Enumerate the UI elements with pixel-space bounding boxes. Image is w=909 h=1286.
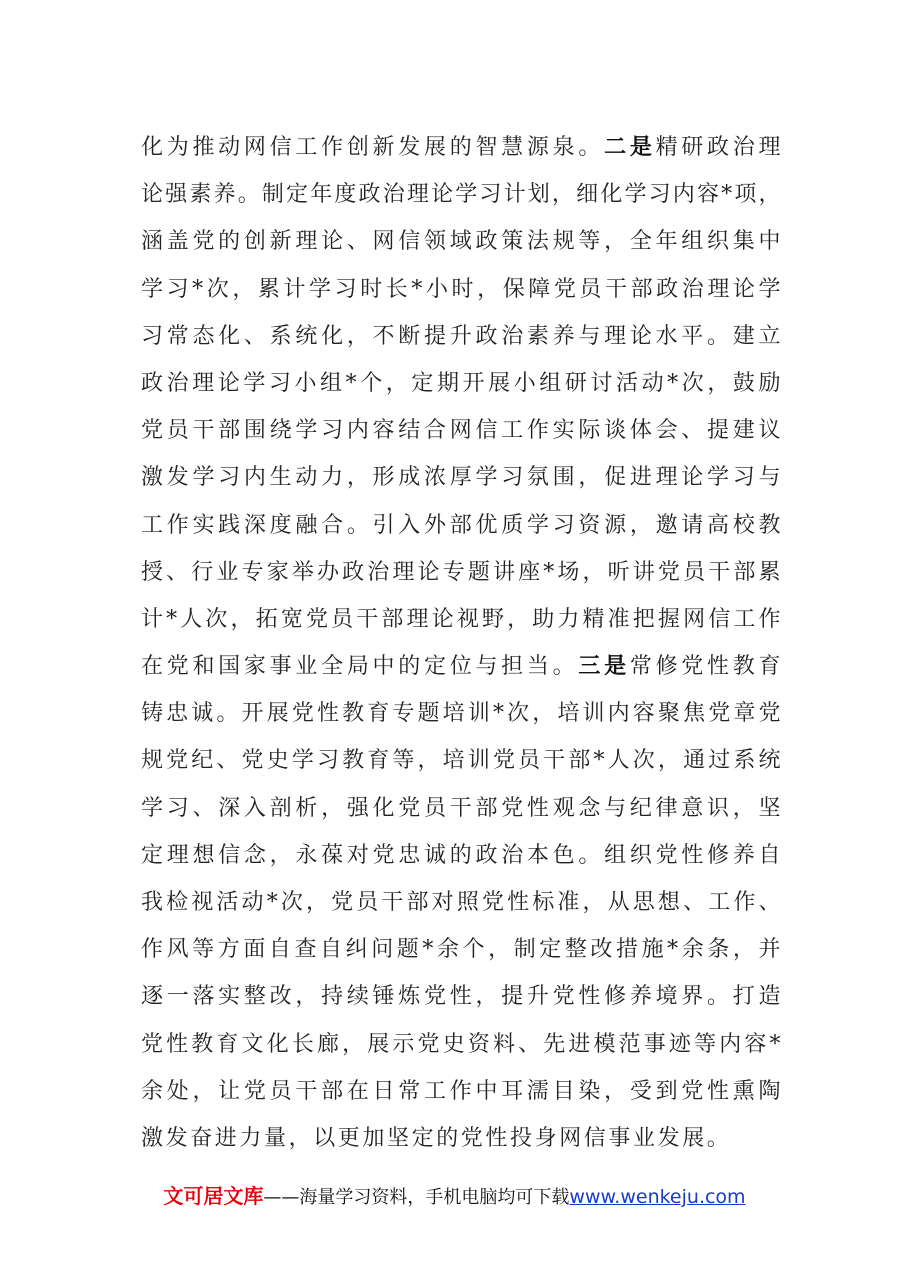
text-line bbox=[141, 596, 781, 643]
text-run: 余处，让党员干部在日常工作中耳濡目染，受到党性熏陶 bbox=[141, 1078, 781, 1104]
bold-lead-text: 三是 bbox=[578, 654, 630, 680]
text-run: 习常态化、系统化，不断提升政治素养与理论水平。建立 bbox=[141, 323, 781, 349]
text-run: 逐一落实整改，持续锤炼党性，提升党性修养境界。打造 bbox=[141, 984, 781, 1010]
text-run: 化为推动网信工作创新发展的智慧源泉。 bbox=[141, 135, 605, 160]
text-line bbox=[141, 171, 781, 218]
text-line bbox=[141, 737, 781, 784]
text-line bbox=[141, 549, 781, 596]
text-line bbox=[141, 502, 781, 549]
text-run: 党员干部围绕学习内容结合网信工作实际谈体会、提建议 bbox=[141, 418, 781, 444]
text-line bbox=[141, 832, 781, 879]
footer-banner bbox=[0, 1180, 909, 1214]
footer-website-link[interactable]: www.wenkeju.com bbox=[569, 1186, 746, 1208]
text-run: 党性教育文化长廊，展示党史资料、先进模范事迹等内容* bbox=[141, 1031, 781, 1057]
text-run: 学习*次，累计学习时长*小时，保障党员干部政治理论学 bbox=[141, 276, 781, 302]
text-run: 论强素养。制定年度政治理论学习计划，细化学习内容*项， bbox=[141, 182, 781, 208]
footer-tagline: ——海量学习资料，手机电脑均可下载 bbox=[263, 1187, 570, 1208]
text-run: 激发奋进力量，以更加坚定的党性投身网信事业发展。 bbox=[141, 1125, 732, 1151]
text-line bbox=[141, 926, 781, 973]
text-line bbox=[141, 218, 781, 265]
text-run: 常修党性教育 bbox=[629, 654, 781, 680]
text-run: 定理想信念，永葆对党忠诚的政治本色。组织党性修养自 bbox=[141, 842, 781, 868]
text-run: 作风等方面自查自纠问题*余个，制定整改措施*余条，并 bbox=[141, 937, 781, 963]
text-line bbox=[141, 124, 781, 171]
text-line bbox=[141, 1021, 781, 1068]
text-line bbox=[141, 973, 781, 1020]
text-run: 精研政治理 bbox=[655, 135, 781, 160]
footer-brand: 文可居文库 bbox=[163, 1184, 264, 1208]
text-run: 授、行业专家举办政治理论专题讲座*场，听讲党员干部累 bbox=[141, 559, 781, 585]
text-run: 在党和国家事业全局中的定位与担当。 bbox=[141, 654, 579, 680]
text-line bbox=[141, 266, 781, 313]
text-line bbox=[141, 454, 781, 501]
text-line bbox=[141, 1068, 781, 1115]
text-line bbox=[141, 313, 781, 360]
text-line bbox=[141, 360, 781, 407]
text-run: 工作实践深度融合。引入外部优质学习资源，邀请高校教 bbox=[141, 512, 781, 538]
text-run: 铸忠诚。开展党性教育专题培训*次，培训内容聚焦党章党 bbox=[141, 701, 781, 727]
text-line bbox=[141, 643, 781, 690]
text-line bbox=[141, 785, 781, 832]
text-run: 学习、深入剖析，强化党员干部党性观念与纪律意识，坚 bbox=[141, 795, 781, 821]
text-line bbox=[141, 407, 781, 454]
text-run: 我检视活动*次，党员干部对照党性标准，从思想、工作、 bbox=[141, 890, 781, 915]
text-line bbox=[141, 690, 781, 737]
bold-lead-text: 二是 bbox=[604, 135, 656, 160]
body-text bbox=[141, 124, 781, 1162]
text-run: 政治理论学习小组*个，定期开展小组研讨活动*次，鼓励 bbox=[141, 370, 781, 396]
text-run: 计*人次，拓宽党员干部理论视野，助力精准把握网信工作 bbox=[141, 606, 781, 632]
text-run: 激发学习内生动力，形成浓厚学习氛围，促进理论学习与 bbox=[141, 465, 781, 491]
text-line bbox=[141, 1115, 781, 1162]
text-run: 规党纪、党史学习教育等，培训党员干部*人次，通过系统 bbox=[141, 748, 781, 774]
text-line bbox=[141, 879, 781, 926]
text-run: 涵盖党的创新理论、网信领域政策法规等，全年组织集中 bbox=[141, 229, 781, 255]
